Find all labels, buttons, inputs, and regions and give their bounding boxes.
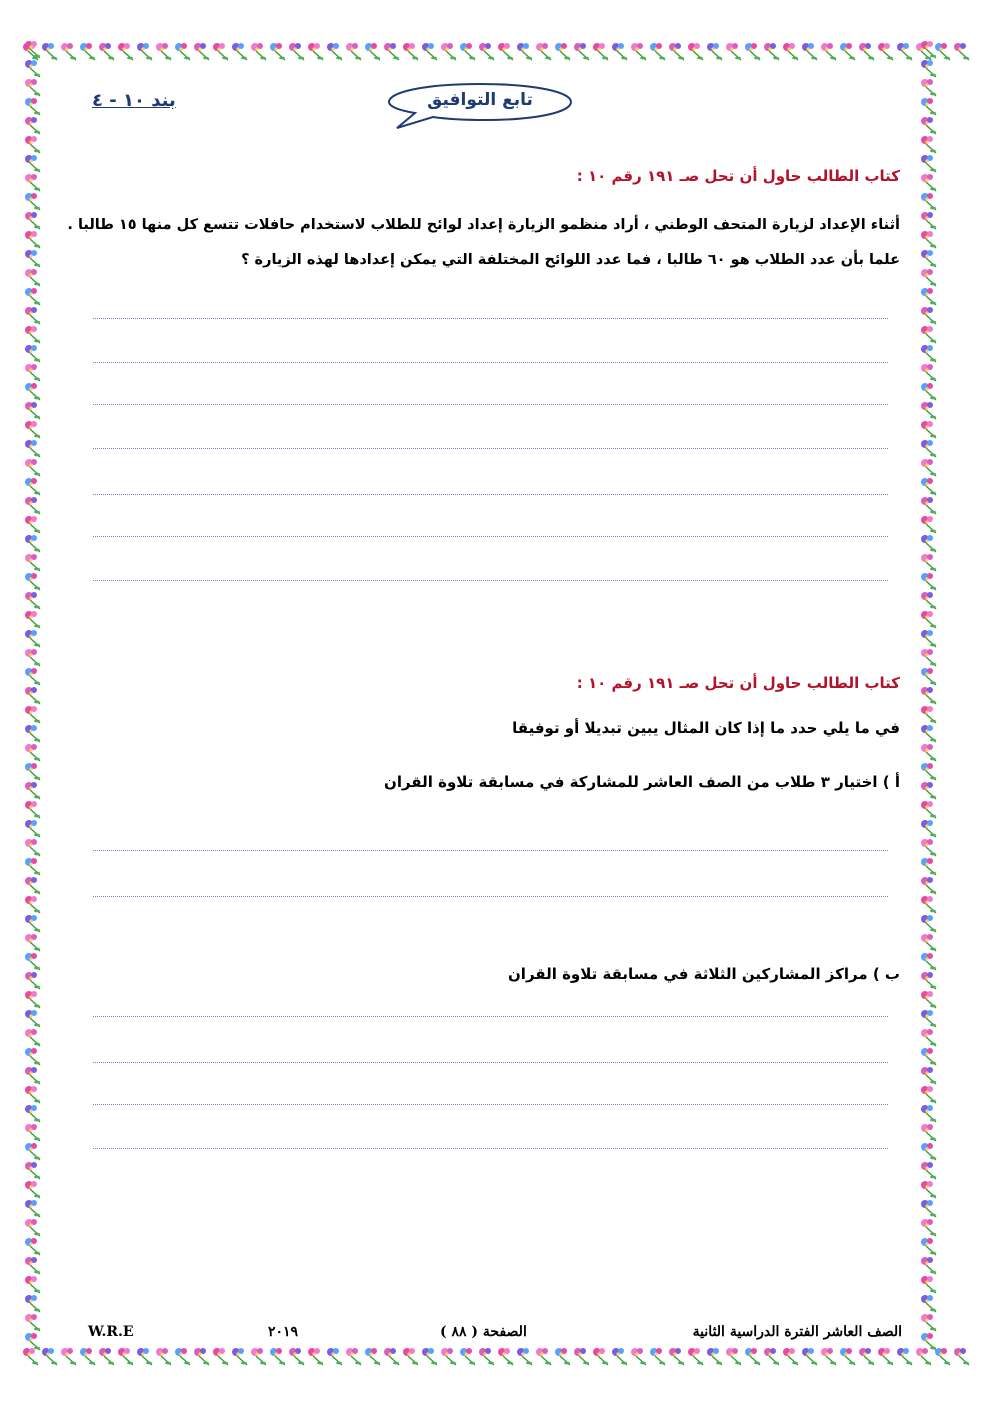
- flower-icon: [25, 535, 40, 552]
- flower-icon: [802, 43, 817, 60]
- flower-border-left: [20, 38, 44, 1367]
- flower-icon: [688, 1348, 703, 1365]
- flower-icon: [25, 1162, 40, 1179]
- flower-icon: [498, 43, 513, 60]
- flower-icon: [921, 174, 936, 191]
- flower-icon: [25, 763, 40, 780]
- flower-icon: [921, 155, 936, 172]
- flower-icon: [308, 1348, 323, 1365]
- answer-line[interactable]: [93, 362, 888, 363]
- flower-icon: [631, 43, 646, 60]
- flower-icon: [25, 896, 40, 913]
- flower-icon: [175, 43, 190, 60]
- flower-icon: [921, 782, 936, 799]
- footer-page-number: الصفحة ( ٨٨ ): [440, 1324, 527, 1340]
- flower-icon: [707, 43, 722, 60]
- answer-line[interactable]: [93, 536, 888, 537]
- flower-icon: [25, 440, 40, 457]
- page-title: تابع التوافيق: [427, 90, 533, 110]
- flower-icon: [921, 725, 936, 742]
- flower-icon: [921, 706, 936, 723]
- flower-icon: [251, 43, 266, 60]
- answer-line[interactable]: [93, 1062, 888, 1063]
- flower-icon: [921, 630, 936, 647]
- flower-icon: [25, 326, 40, 343]
- answer-line[interactable]: [93, 318, 888, 319]
- flower-icon: [921, 934, 936, 951]
- flower-icon: [921, 763, 936, 780]
- flower-icon: [498, 1348, 513, 1365]
- flower-icon: [921, 1048, 936, 1065]
- flower-icon: [25, 687, 40, 704]
- flower-icon: [921, 440, 936, 457]
- flower-icon: [25, 212, 40, 229]
- flower-icon: [517, 43, 532, 60]
- flower-icon: [921, 345, 936, 362]
- flower-icon: [921, 364, 936, 381]
- flower-icon: [25, 706, 40, 723]
- flower-icon: [555, 1348, 570, 1365]
- flower-icon: [921, 820, 936, 837]
- flower-icon: [631, 1348, 646, 1365]
- flower-icon: [346, 1348, 361, 1365]
- flower-icon: [25, 991, 40, 1008]
- flower-icon: [921, 497, 936, 514]
- answer-line[interactable]: [93, 1104, 888, 1105]
- flower-icon: [25, 136, 40, 153]
- flower-icon: [270, 1348, 285, 1365]
- flower-icon: [25, 288, 40, 305]
- flower-icon: [25, 459, 40, 476]
- flower-icon: [460, 43, 475, 60]
- flower-icon: [25, 1181, 40, 1198]
- flower-icon: [921, 991, 936, 1008]
- flower-icon: [536, 43, 551, 60]
- answer-line[interactable]: [93, 1016, 888, 1017]
- flower-icon: [593, 1348, 608, 1365]
- flower-icon: [921, 1276, 936, 1293]
- flower-icon: [61, 1348, 76, 1365]
- flower-icon: [574, 43, 589, 60]
- flower-icon: [25, 1143, 40, 1160]
- flower-icon: [213, 1348, 228, 1365]
- flower-icon: [25, 1314, 40, 1331]
- flower-icon: [921, 288, 936, 305]
- flower-border-right: [916, 38, 940, 1367]
- flower-icon: [403, 43, 418, 60]
- flower-icon: [25, 1010, 40, 1027]
- flower-icon: [921, 668, 936, 685]
- flower-icon: [726, 1348, 741, 1365]
- band-label: بند ١٠ - ٤: [92, 90, 176, 111]
- flower-icon: [194, 1348, 209, 1365]
- flower-icon: [25, 573, 40, 590]
- flower-icon: [536, 1348, 551, 1365]
- flower-icon: [327, 1348, 342, 1365]
- flower-icon: [921, 1219, 936, 1236]
- flower-icon: [921, 1143, 936, 1160]
- flower-icon: [859, 1348, 874, 1365]
- flower-icon: [118, 1348, 133, 1365]
- flower-icon: [726, 43, 741, 60]
- flower-icon: [25, 915, 40, 932]
- flower-icon: [878, 43, 893, 60]
- flower-icon: [612, 43, 627, 60]
- section1-heading: كتاب الطالب حاول أن تحل صـ ١٩١ رقم ١٠ :: [576, 167, 900, 185]
- flower-icon: [365, 43, 380, 60]
- flower-icon: [25, 269, 40, 286]
- flower-icon: [921, 1181, 936, 1198]
- footer-author: W.R.E: [88, 1324, 134, 1340]
- flower-icon: [745, 1348, 760, 1365]
- flower-icon: [878, 1348, 893, 1365]
- flower-icon: [25, 649, 40, 666]
- flower-icon: [921, 896, 936, 913]
- flower-icon: [25, 972, 40, 989]
- flower-icon: [346, 43, 361, 60]
- flower-icon: [25, 934, 40, 951]
- flower-icon: [25, 1048, 40, 1065]
- flower-icon: [921, 1295, 936, 1312]
- flower-icon: [921, 744, 936, 761]
- flower-icon: [308, 43, 323, 60]
- flower-icon: [25, 478, 40, 495]
- flower-icon: [840, 43, 855, 60]
- page-footer: [50, 1324, 910, 1346]
- flower-icon: [365, 1348, 380, 1365]
- flower-icon: [921, 193, 936, 210]
- flower-icon: [25, 630, 40, 647]
- flower-icon: [764, 1348, 779, 1365]
- flower-icon: [921, 478, 936, 495]
- flower-icon: [921, 212, 936, 229]
- flower-icon: [669, 43, 684, 60]
- flower-icon: [25, 174, 40, 191]
- flower-icon: [25, 364, 40, 381]
- flower-icon: [25, 554, 40, 571]
- flower-icon: [441, 43, 456, 60]
- flower-icon: [921, 516, 936, 533]
- answer-line[interactable]: [93, 850, 888, 851]
- flower-icon: [25, 79, 40, 96]
- flower-icon: [25, 744, 40, 761]
- flower-icon: [921, 307, 936, 324]
- flower-icon: [745, 43, 760, 60]
- flower-icon: [289, 1348, 304, 1365]
- flower-icon: [688, 43, 703, 60]
- flower-icon: [921, 535, 936, 552]
- flower-icon: [921, 1124, 936, 1141]
- flower-icon: [921, 1257, 936, 1274]
- flower-icon: [479, 1348, 494, 1365]
- flower-icon: [25, 1238, 40, 1255]
- flower-icon: [99, 43, 114, 60]
- flower-icon: [384, 43, 399, 60]
- flower-icon: [921, 573, 936, 590]
- flower-icon: [25, 155, 40, 172]
- flower-icon: [25, 877, 40, 894]
- flower-icon: [921, 250, 936, 267]
- answer-line[interactable]: [93, 448, 888, 449]
- flower-icon: [921, 592, 936, 609]
- flower-icon: [921, 953, 936, 970]
- flower-icon: [921, 554, 936, 571]
- flower-icon: [137, 1348, 152, 1365]
- flower-icon: [650, 43, 665, 60]
- flower-icon: [137, 43, 152, 60]
- flower-icon: [921, 98, 936, 115]
- flower-icon: [669, 1348, 684, 1365]
- flower-icon: [25, 421, 40, 438]
- flower-icon: [25, 231, 40, 248]
- flower-icon: [921, 326, 936, 343]
- part-b-text: ب ) مراكز المشاركين الثلاثة في مسابقة تلاوة القران: [508, 965, 900, 983]
- flower-icon: [921, 41, 936, 58]
- flower-icon: [232, 1348, 247, 1365]
- flower-icon: [921, 1086, 936, 1103]
- flower-icon: [42, 43, 57, 60]
- flower-icon: [25, 41, 40, 58]
- flower-border-bottom: [20, 1343, 972, 1367]
- flower-icon: [840, 1348, 855, 1365]
- flower-icon: [25, 1219, 40, 1236]
- flower-icon: [156, 1348, 171, 1365]
- worksheet-page: [50, 62, 910, 1342]
- flower-icon: [707, 1348, 722, 1365]
- flower-icon: [783, 43, 798, 60]
- flower-icon: [156, 43, 171, 60]
- instruction-text: في ما يلي حدد ما إذا كان المثال يبين تبديلا أو توفيقا: [512, 719, 900, 737]
- flower-icon: [921, 1162, 936, 1179]
- answer-line[interactable]: [93, 896, 888, 897]
- flower-icon: [821, 43, 836, 60]
- flower-icon: [25, 1200, 40, 1217]
- flower-icon: [25, 383, 40, 400]
- answer-line[interactable]: [93, 580, 888, 581]
- flower-icon: [555, 43, 570, 60]
- flower-icon: [921, 858, 936, 875]
- flower-icon: [921, 915, 936, 932]
- flower-icon: [80, 1348, 95, 1365]
- title-callout: [385, 80, 575, 132]
- flower-icon: [921, 1067, 936, 1084]
- flower-icon: [25, 1029, 40, 1046]
- flower-icon: [25, 858, 40, 875]
- flower-icon: [921, 972, 936, 989]
- answer-line[interactable]: [93, 494, 888, 495]
- flower-icon: [25, 1124, 40, 1141]
- flower-icon: [802, 1348, 817, 1365]
- flower-icon: [859, 43, 874, 60]
- flower-icon: [25, 782, 40, 799]
- flower-icon: [25, 117, 40, 134]
- part-a-text: أ ) اختيار ٣ طلاب من الصف العاشر للمشاركة في مسابقة تلاوة القران: [384, 773, 900, 791]
- flower-icon: [764, 43, 779, 60]
- flower-icon: [251, 1348, 266, 1365]
- flower-icon: [821, 1348, 836, 1365]
- flower-icon: [921, 877, 936, 894]
- flower-border-top: [20, 38, 972, 62]
- answer-line[interactable]: [93, 404, 888, 405]
- flower-icon: [384, 1348, 399, 1365]
- flower-icon: [25, 820, 40, 837]
- flower-icon: [921, 1029, 936, 1046]
- flower-icon: [921, 801, 936, 818]
- flower-icon: [42, 1348, 57, 1365]
- flower-icon: [25, 250, 40, 267]
- flower-icon: [25, 725, 40, 742]
- flower-icon: [25, 1257, 40, 1274]
- flower-icon: [25, 1333, 40, 1350]
- flower-icon: [783, 1348, 798, 1365]
- flower-icon: [921, 839, 936, 856]
- flower-icon: [897, 1348, 912, 1365]
- flower-icon: [921, 269, 936, 286]
- flower-icon: [289, 43, 304, 60]
- flower-icon: [25, 497, 40, 514]
- flower-icon: [403, 1348, 418, 1365]
- flower-icon: [954, 1348, 969, 1365]
- flower-icon: [921, 1314, 936, 1331]
- flower-icon: [921, 402, 936, 419]
- flower-icon: [25, 592, 40, 609]
- footer-year: ٢٠١٩: [268, 1324, 299, 1340]
- flower-icon: [422, 43, 437, 60]
- flower-icon: [921, 649, 936, 666]
- flower-icon: [650, 1348, 665, 1365]
- flower-icon: [921, 60, 936, 77]
- flower-icon: [921, 1105, 936, 1122]
- flower-icon: [25, 345, 40, 362]
- flower-icon: [921, 1010, 936, 1027]
- flower-icon: [921, 421, 936, 438]
- flower-icon: [25, 516, 40, 533]
- problem-text: أثناء الإعداد لزيارة المتحف الوطني ، أراد منظمو الزيارة إعداد لوائح للطلاب لاستخدام حافلات تتسع كل منها ١٥ طالبا . علما بأن عدد الطلاب هو ٦٠ طالبا ، فما عدد اللوائح المختلفة التي يمكن إعدادها لهذه الزيارة ؟: [67, 217, 900, 268]
- flower-icon: [25, 668, 40, 685]
- flower-icon: [80, 43, 95, 60]
- flower-icon: [921, 1200, 936, 1217]
- flower-icon: [25, 953, 40, 970]
- flower-icon: [61, 43, 76, 60]
- flower-icon: [327, 43, 342, 60]
- flower-icon: [194, 43, 209, 60]
- flower-icon: [25, 1295, 40, 1312]
- answer-line[interactable]: [93, 1148, 888, 1149]
- flower-icon: [25, 1086, 40, 1103]
- flower-icon: [897, 43, 912, 60]
- flower-icon: [921, 611, 936, 628]
- flower-icon: [921, 79, 936, 96]
- flower-icon: [460, 1348, 475, 1365]
- flower-icon: [921, 1238, 936, 1255]
- flower-icon: [25, 801, 40, 818]
- flower-icon: [25, 60, 40, 77]
- flower-icon: [118, 43, 133, 60]
- flower-icon: [25, 1105, 40, 1122]
- flower-icon: [25, 98, 40, 115]
- flower-icon: [99, 1348, 114, 1365]
- flower-icon: [25, 1067, 40, 1084]
- flower-icon: [921, 383, 936, 400]
- flower-icon: [954, 43, 969, 60]
- flower-icon: [921, 136, 936, 153]
- flower-icon: [612, 1348, 627, 1365]
- flower-icon: [517, 1348, 532, 1365]
- footer-grade-term: الصف العاشر الفترة الدراسية الثانية: [692, 1324, 902, 1340]
- flower-icon: [479, 43, 494, 60]
- flower-icon: [921, 117, 936, 134]
- flower-icon: [422, 1348, 437, 1365]
- flower-icon: [270, 43, 285, 60]
- flower-icon: [921, 459, 936, 476]
- section2-heading: كتاب الطالب حاول أن تحل صـ ١٩١ رقم ١٠ :: [576, 674, 900, 692]
- flower-icon: [921, 231, 936, 248]
- flower-icon: [25, 307, 40, 324]
- flower-icon: [213, 43, 228, 60]
- flower-icon: [921, 687, 936, 704]
- flower-icon: [25, 193, 40, 210]
- flower-icon: [25, 611, 40, 628]
- flower-icon: [175, 1348, 190, 1365]
- flower-icon: [593, 43, 608, 60]
- flower-icon: [921, 1333, 936, 1350]
- flower-icon: [25, 839, 40, 856]
- flower-icon: [232, 43, 247, 60]
- flower-icon: [441, 1348, 456, 1365]
- flower-icon: [25, 402, 40, 419]
- flower-icon: [574, 1348, 589, 1365]
- flower-icon: [25, 1276, 40, 1293]
